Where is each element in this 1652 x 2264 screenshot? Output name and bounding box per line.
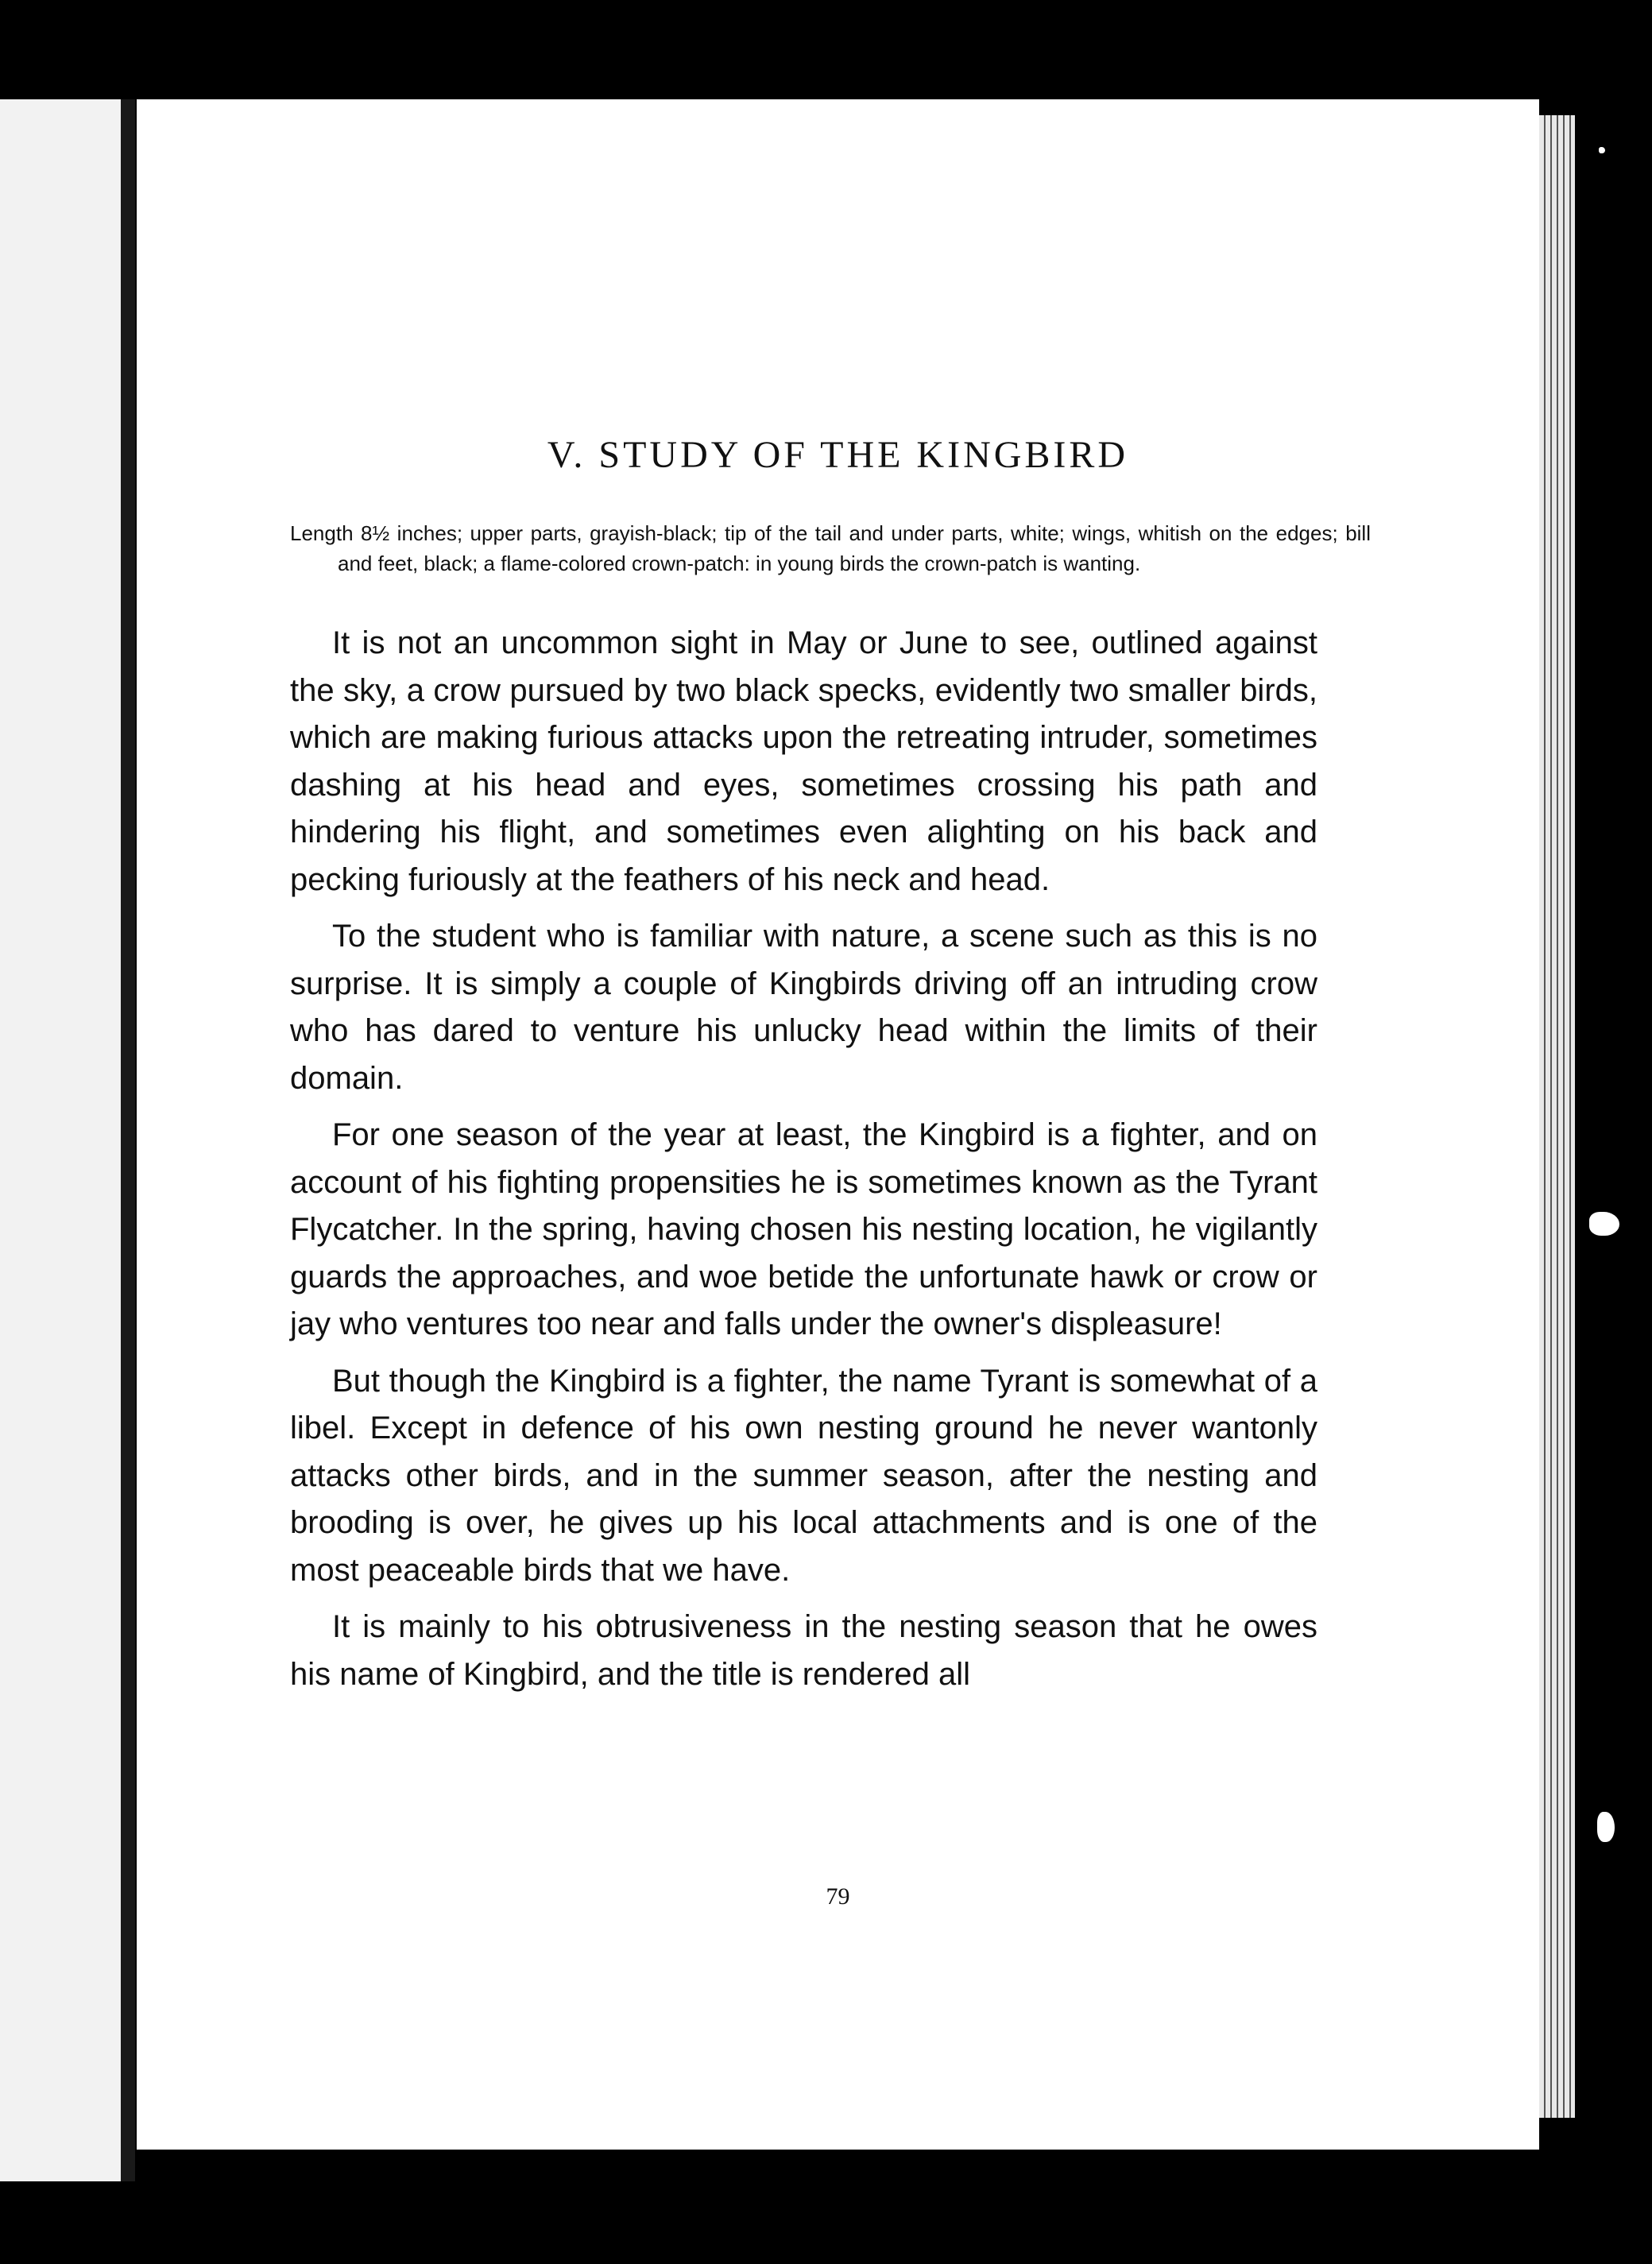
bird-description: Length 8½ inches; upper parts, grayish-black; tip of the tail and under parts, white; wings, whitish on the edges; bill and feet, black; a flame-colored crown-patch: in young birds the crown-patch is wanting. <box>290 521 1371 575</box>
paragraph: It is mainly to his obtrusiveness in the nesting season that he owes his name of Kingbird, and the title is rendered all <box>290 1609 1317 1692</box>
scan-speck <box>1597 1812 1615 1842</box>
page-stack-edge <box>1539 115 1575 2118</box>
paragraph: To the student who is familiar with nature, a scene such as this is no surprise. It is simply a couple of Kingbirds driving off an intruding crow who has dared to venture his unlucky head within the limits of their domain. <box>290 919 1317 1096</box>
body-text <box>290 620 1317 1708</box>
paragraph: For one season of the year at least, the Kingbird is a fighter, and on account of his fighting propensities he is sometimes known as the Tyrant Flycatcher. In the spring, having chosen his nesting location, he vigilantly guards the approaches, and woe betide the unfortunate hawk or crow or jay who ventures too near and falls under the owner's displeasure! <box>290 1117 1317 1341</box>
chapter-title: V. STUDY OF THE KINGBIRD <box>547 434 1129 476</box>
left-page <box>0 99 121 2181</box>
page-number: 79 <box>826 1883 850 1910</box>
paragraph: But though the Kingbird is a fighter, the name Tyrant is somewhat of a libel. Except in defence of his own nesting ground he never wantonly attacks other birds, and in the summer season, after the nesting and brooding is over, he gives up his local attachments and is one of the most peaceable birds that we have. <box>290 1363 1317 1588</box>
paragraph: It is not an uncommon sight in May or June to see, outlined against the sky, a crow pursued by two black specks, evidently two smaller birds, which are making furious attacks upon the retreating intruder, sometimes dashing at his head and eyes, sometimes crossing his path and hindering his flight, and sometimes even alighting on his back and pecking furiously at the feathers of his neck and head. <box>290 625 1317 897</box>
scan-speck <box>1589 1212 1619 1236</box>
book-gutter <box>121 99 135 2181</box>
scan-speck <box>1599 147 1605 153</box>
